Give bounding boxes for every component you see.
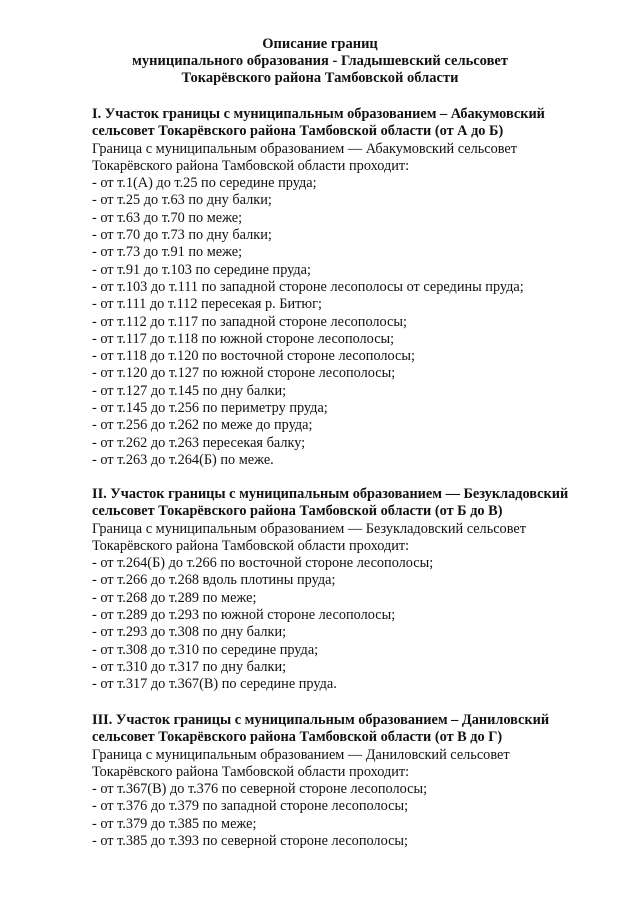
section-intro-line: Граница с муниципальным образованием — Абакумовский сельсовет: [92, 140, 518, 157]
boundary-item: - от т.1(А) до т.25 по середине пруда;: [92, 175, 317, 192]
boundary-item: - от т.111 до т.112 пересекая р. Битюг;: [92, 296, 322, 313]
section-heading-line: III. Участок границы с муниципальным образованием – Даниловский: [92, 712, 550, 728]
boundary-item: - от т.379 до т.385 по меже;: [92, 815, 257, 832]
boundary-item: - от т.308 до т.310 по середине пруда;: [92, 641, 319, 658]
boundary-item: - от т.376 до т.379 по западной стороне лесополосы;: [92, 798, 409, 815]
boundary-item: - от т.91 до т.103 по середине пруда;: [92, 261, 311, 278]
boundary-item: - от т.264(Б) до т.266 по восточной стороне лесополосы;: [92, 555, 434, 572]
boundary-item: - от т.268 до т.289 по меже;: [92, 589, 257, 606]
section-heading-line: сельсовет Токарёвского района Тамбовской области (от В до Г): [92, 729, 503, 746]
title-line: муниципального образования - Гладышевский сельсовет: [132, 53, 508, 69]
section-heading-line: сельсовет Токарёвского района Тамбовской области (от А до Б): [92, 123, 504, 140]
boundary-item: - от т.117 до т.118 по южной стороне лесополосы;: [92, 330, 395, 347]
boundary-item: - от т.385 до т.393 по северной стороне лесополосы;: [92, 833, 408, 850]
boundary-item: - от т.70 до т.73 по дну балки;: [92, 227, 272, 244]
section-1: [92, 106, 622, 469]
section-intro-line: Граница с муниципальным образованием — Даниловский сельсовет: [92, 746, 510, 763]
section-3: [92, 712, 622, 850]
boundary-item: - от т.103 до т.111 по западной стороне лесополосы от середины пруда;: [92, 278, 524, 295]
title-line: Токарёвского района Тамбовской области: [181, 70, 459, 86]
boundary-item: - от т.256 до т.262 по меже до пруда;: [92, 417, 313, 434]
section-intro-line: Токарёвского района Тамбовской области проходит:: [92, 763, 410, 780]
section-intro-line: Граница с муниципальным образованием — Безукладовский сельсовет: [92, 520, 526, 537]
boundary-item: - от т.310 до т.317 по дну балки;: [92, 658, 287, 675]
section-2: [92, 486, 622, 694]
boundary-item: - от т.367(В) до т.376 по северной стороне лесополосы;: [92, 781, 428, 798]
boundary-item: - от т.112 до т.117 по западной стороне лесополосы;: [92, 313, 407, 330]
boundary-item: - от т.118 до т.120 по восточной стороне лесополосы;: [92, 348, 415, 365]
boundary-item: - от т.289 до т.293 по южной стороне лесополосы;: [92, 607, 396, 624]
title-line: Описание границ: [262, 36, 378, 52]
boundary-item: - от т.145 до т.256 по периметру пруда;: [92, 400, 328, 417]
section-heading-line: сельсовет Токарёвского района Тамбовской области (от Б до В): [92, 503, 503, 520]
boundary-item: - от т.266 до т.268 вдоль плотины пруда;: [92, 572, 336, 589]
boundary-item: - от т.63 до т.70 по меже;: [92, 209, 243, 226]
boundary-item: - от т.262 до т.263 пересекая балку;: [92, 434, 306, 451]
section-intro-line: Токарёвского района Тамбовской области проходит:: [92, 157, 410, 174]
section-heading-line: II. Участок границы с муниципальным образованием — Безукладовский: [92, 486, 569, 502]
boundary-item: - от т.120 до т.127 по южной стороне лесополосы;: [92, 365, 396, 382]
document-title: [0, 36, 640, 87]
boundary-item: - от т.127 до т.145 по дну балки;: [92, 382, 287, 399]
section-heading-line: I. Участок границы с муниципальным образованием – Абакумовский: [92, 106, 545, 122]
boundary-item: - от т.263 до т.264(Б) по меже.: [92, 451, 274, 468]
boundary-item: - от т.25 до т.63 по дну балки;: [92, 192, 272, 209]
boundary-item: - от т.293 до т.308 по дну балки;: [92, 624, 287, 641]
section-intro-line: Токарёвского района Тамбовской области проходит:: [92, 537, 410, 554]
boundary-item: - от т.317 до т.367(В) по середине пруда.: [92, 676, 337, 693]
boundary-item: - от т.73 до т.91 по меже;: [92, 244, 243, 261]
